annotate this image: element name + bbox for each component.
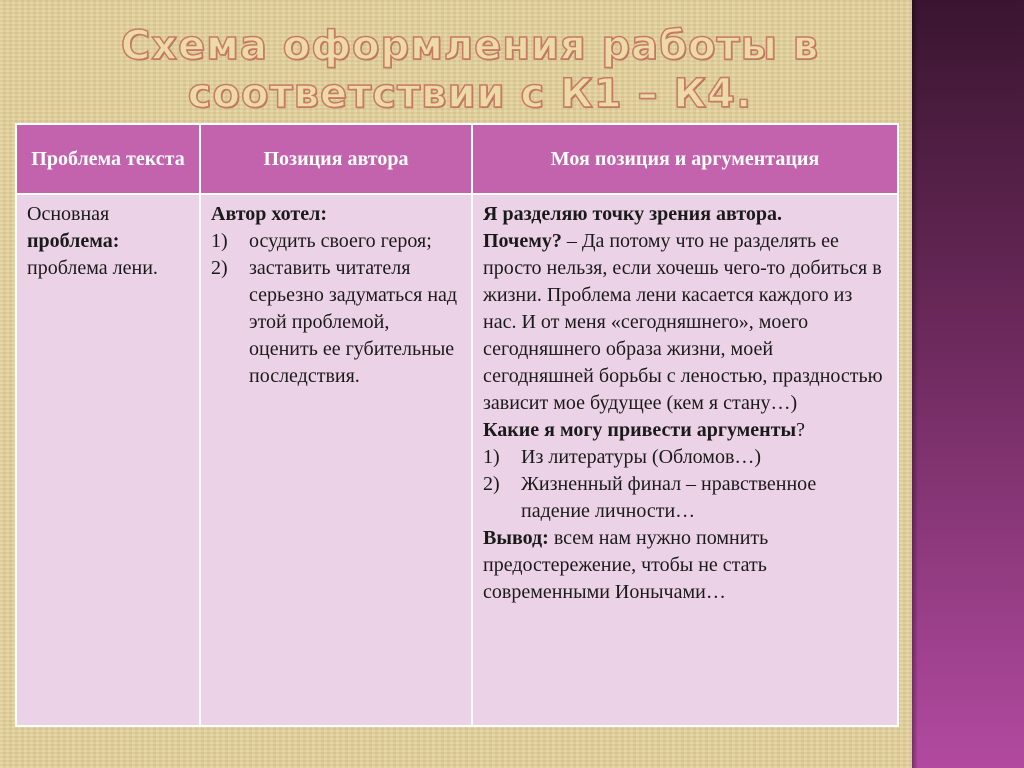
author-wanted-heading: Автор хотел: [211,203,327,225]
slide-title [40,22,900,118]
arguments-label: Какие я могу привести аргументы [483,419,797,441]
decorative-side-panel [912,0,1024,768]
problem-label-plain: Основная [27,203,110,225]
list-number: 2) [211,257,228,279]
list-number: 2) [483,473,500,495]
cell-problem [16,194,200,726]
essay-scheme-table [15,123,899,727]
why-label: Почему? [483,230,562,252]
problem-label-bold: проблема: [27,230,120,252]
why-paragraph [483,228,887,417]
list-item-text: Из литературы (Обломов…) [521,446,762,468]
list-number: 1) [211,230,228,252]
author-goals-list [211,228,461,390]
conclusion-label: Вывод: [483,527,549,549]
list-item-text: Жизненный финал – нравственное падение личности… [521,473,817,522]
arguments-question-mark: ? [796,419,806,441]
list-item-text: осудить своего героя; [249,230,432,252]
agree-statement-text: Я разделяю точку зрения автора. [483,203,783,225]
table-header-row [16,124,898,194]
arguments-question [483,417,887,444]
slide-title-line-1: Схема оформления работы в [120,23,820,69]
header-author-position: Позиция автора [200,124,472,194]
problem-text: проблема лени. [27,257,158,279]
list-item [211,228,461,255]
list-item-text: заставить читателя серьезно задуматься над этой проблемой, оценить ее губительные последствия. [249,257,458,387]
slide-title-line-2: соответствии с К1 – К4. [187,71,753,117]
list-item [211,255,461,390]
list-item [483,444,887,471]
conclusion-paragraph [483,525,887,606]
agree-statement [483,201,887,228]
header-problem: Проблема текста [16,124,200,194]
arguments-list [483,444,887,525]
conclusion-text: всем нам нужно помнить предостережение, чтобы не стать современными Ионычами… [483,527,769,603]
table-row [16,194,898,726]
list-item [483,471,887,525]
header-my-position: Моя позиция и аргументация [472,124,898,194]
cell-my-position [472,194,898,726]
list-number: 1) [483,446,500,468]
cell-author-position [200,194,472,726]
why-text: – Да потому что не разделять ее просто нельзя, если хочешь чего-то добиться в жизни. Проблема лени касается каждого из нас. И от меня «сегодняшнего», моего сегодняшнего образа жизни, моей сегодняшней борьбы с леностью, праздностью зависит мое будущее (кем я стану…) [483,230,883,414]
